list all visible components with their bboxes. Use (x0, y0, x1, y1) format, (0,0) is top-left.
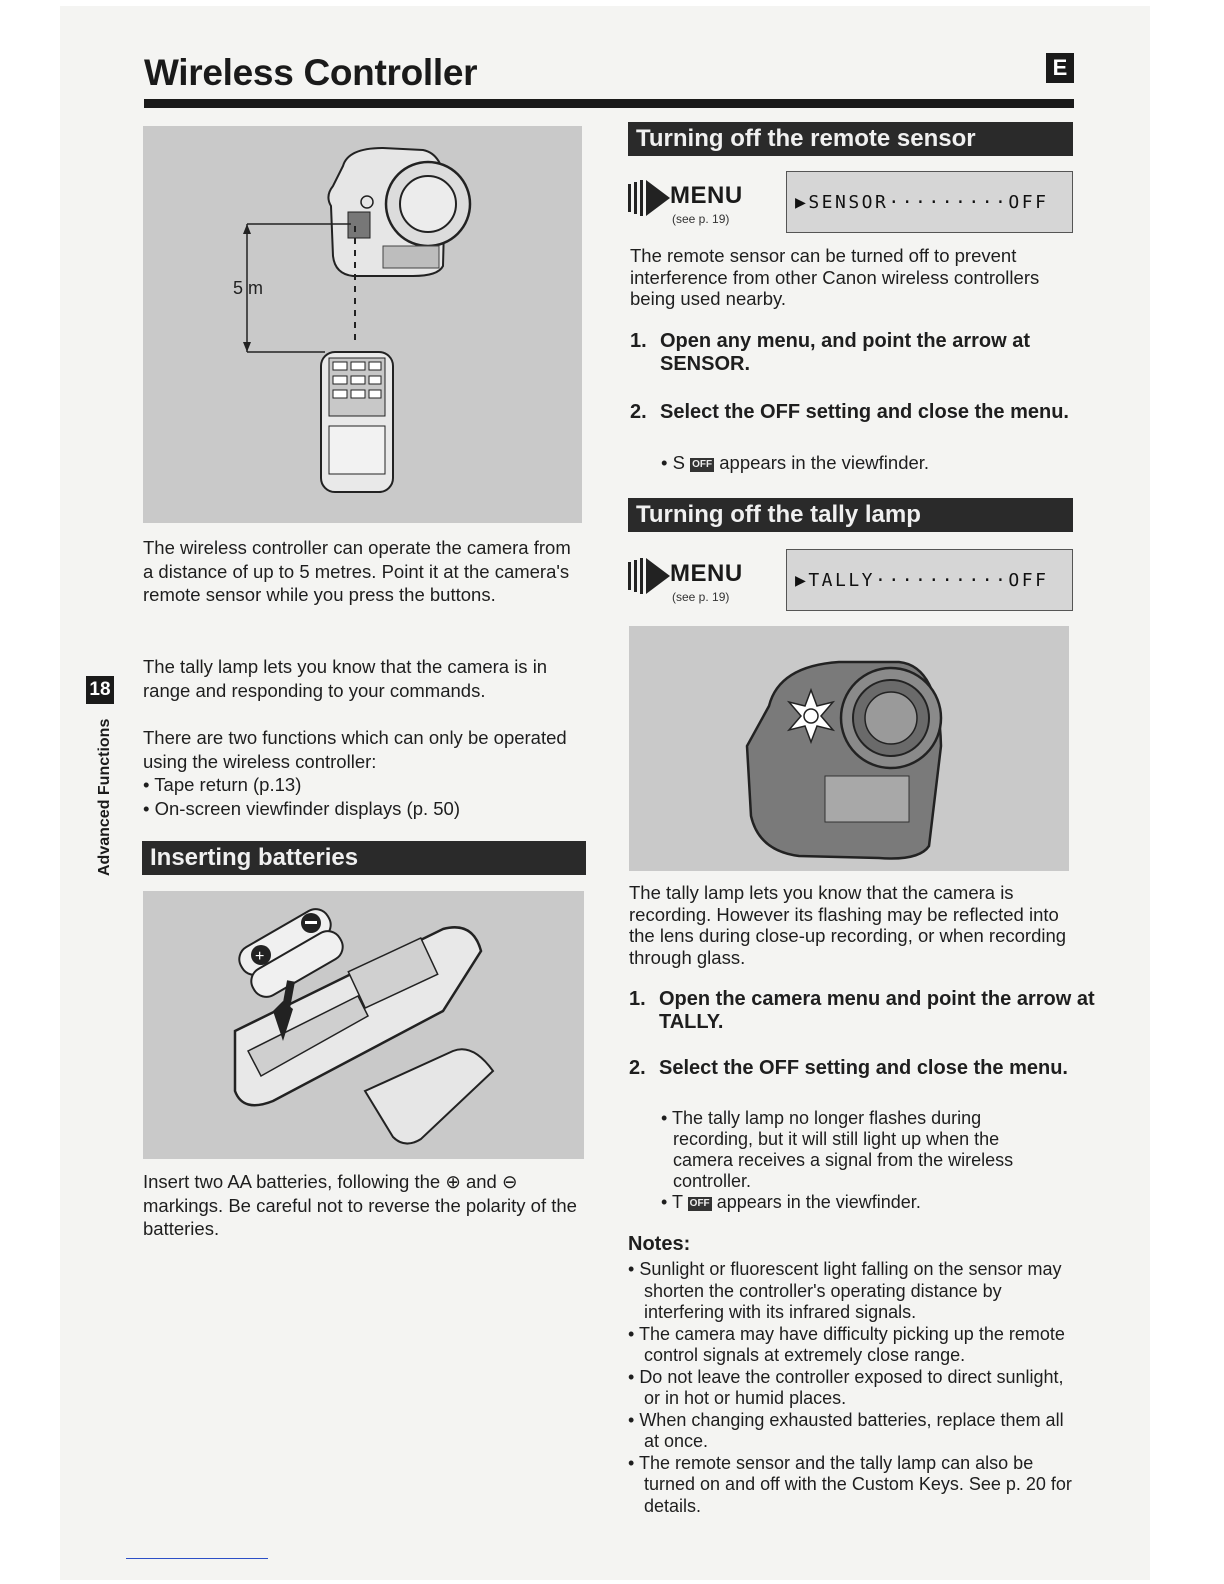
battery-insertion-illustration (143, 891, 584, 1159)
menu-arrow-icon (628, 178, 672, 218)
tally-lcd-display: ▶TALLY··········OFF (786, 549, 1073, 611)
page-number: 18 (86, 676, 114, 704)
notes-heading: Notes: (628, 1233, 691, 1255)
title-divider (144, 99, 1074, 108)
menu-arrow-icon (628, 556, 672, 596)
sensor-heading: Turning off the remote sensor (628, 122, 1073, 156)
menu-page-ref: (see p. 19) (672, 590, 730, 604)
sensor-description: The remote sensor can be turned off to prevent interference from other Canon wireless controllers being used nearby. (630, 245, 1040, 309)
sensor-lcd-display: ▶SENSOR·········OFF (786, 171, 1073, 233)
menu-label: MENU (670, 560, 743, 587)
batteries-heading: Inserting batteries (142, 841, 586, 875)
functions-intro: There are two functions which can only be operated using the wireless controller: (143, 727, 567, 772)
list-item: • Tape return (p.13) (143, 773, 583, 797)
list-item: • On-screen viewfinder displays (p. 50) (143, 797, 583, 821)
functions-list (143, 773, 583, 820)
tally-step-2-notes (661, 1108, 1061, 1213)
svg-text:+: + (255, 948, 265, 965)
sensor-step-2: 2. Select the OFF setting and close the menu. (630, 401, 1069, 423)
footer-line (126, 1558, 268, 1559)
list-item: • The tally lamp no longer flashes during recording, but it will still light up when the camera receives a signal from the wireless controller. (661, 1108, 1061, 1192)
notes-list (628, 1259, 1078, 1517)
tally-step-2: 2. Select the OFF setting and close the menu. (629, 1057, 1068, 1079)
batteries-paragraph: Insert two AA batteries, following the ⊕ and ⊖ markings. Be careful not to reverse the polarity of the batteries. (143, 1171, 577, 1239)
camera-and-remote-drawing (143, 126, 582, 523)
distance-label: 5 m (233, 278, 264, 298)
section-side-label: Advanced Functions (96, 718, 113, 876)
list-item: • When changing exhausted batteries, replace them all at once. (628, 1410, 1078, 1453)
tally-lamp-illustration (629, 626, 1069, 871)
sensor-step-1: 1. Open any menu, and point the arrow at SENSOR. (630, 330, 1031, 375)
off-indicator-icon: OFF (689, 1198, 710, 1209)
tally-step-1: 1. Open the camera menu and point the arrow at TALLY. (629, 988, 1095, 1033)
tally-description: The tally lamp lets you know that the camera is recording. However its flashing may be reflected into the lens during close-up recording, or when recording through glass. (629, 882, 1067, 968)
list-item: • Do not leave the controller exposed to direct sunlight, or in hot or humid places. (628, 1367, 1078, 1410)
list-item: • The remote sensor and the tally lamp can also be turned on and off with the Custom Keys. See p. 20 for details. (628, 1453, 1078, 1518)
tally-heading: Turning off the tally lamp (628, 498, 1073, 532)
battery-drawing (143, 891, 584, 1159)
list-item: • The camera may have difficulty picking up the remote control signals at extremely close range. (628, 1324, 1078, 1367)
tally-menu-reference (628, 552, 758, 606)
camera-tally-drawing (629, 626, 1069, 871)
menu-page-ref: (see p. 19) (672, 212, 730, 226)
intro-paragraph: The wireless controller can operate the camera from a distance of up to 5 metres. Point it at the camera's remote sensor while you press the buttons. (143, 537, 571, 605)
page-title: Wireless Controller (144, 52, 478, 93)
remote-distance-illustration (143, 126, 582, 523)
tally-range-paragraph: The tally lamp lets you know that the camera is in range and responding to your commands. (143, 656, 548, 701)
language-badge: E (1046, 53, 1074, 83)
functions-block (143, 726, 583, 820)
sensor-menu-reference (628, 174, 758, 228)
sensor-step-2-note: • S OFF appears in the viewfinder. (661, 452, 930, 473)
list-item: • T OFF appears in the viewfinder. (661, 1192, 1061, 1213)
off-indicator-icon: OFF (692, 459, 713, 470)
menu-label: MENU (670, 182, 743, 209)
list-item: • Sunlight or fluorescent light falling on the sensor may shorten the controller's operating distance by interfering with its infrared signals. (628, 1259, 1078, 1324)
